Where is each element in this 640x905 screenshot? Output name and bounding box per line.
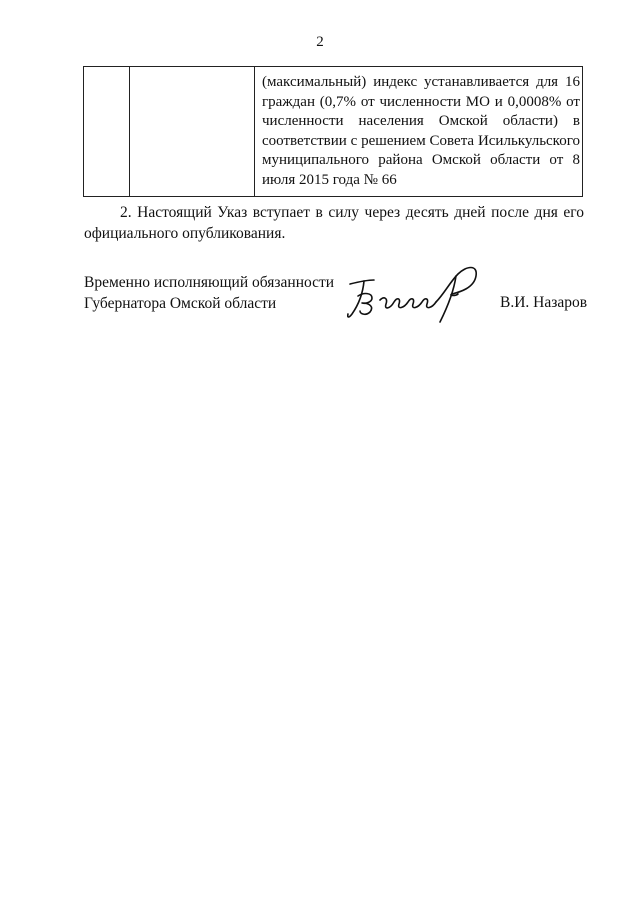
handwritten-signature xyxy=(344,262,494,330)
table-cell-text: (максимальный) индекс устанавливается для 16 граждан (0,7% от численности МО и 0,0008% от численности населения Омской области) в соответствии с решением Совета Исилькульского муниципального района Омской области от 8 июля 2015 года № 66 xyxy=(262,74,580,188)
signatory-position xyxy=(84,272,334,314)
signatory-name: В.И. Назаров xyxy=(500,294,588,311)
table-cell-number xyxy=(84,67,130,197)
signatory-position-line-1: Временно исполняющий обязанности xyxy=(84,274,335,291)
table-row xyxy=(84,67,583,197)
continued-table xyxy=(83,66,583,197)
page-number: 2 xyxy=(316,34,324,50)
table-cell-municipality xyxy=(130,67,255,197)
table-cell-justification xyxy=(255,67,583,197)
clause-2-paragraph: 2. Настоящий Указ вступает в силу через десять дней после дня его официального опубликования. xyxy=(84,204,584,242)
signatory-position-line-2: Губернатора Омской области xyxy=(84,295,277,312)
